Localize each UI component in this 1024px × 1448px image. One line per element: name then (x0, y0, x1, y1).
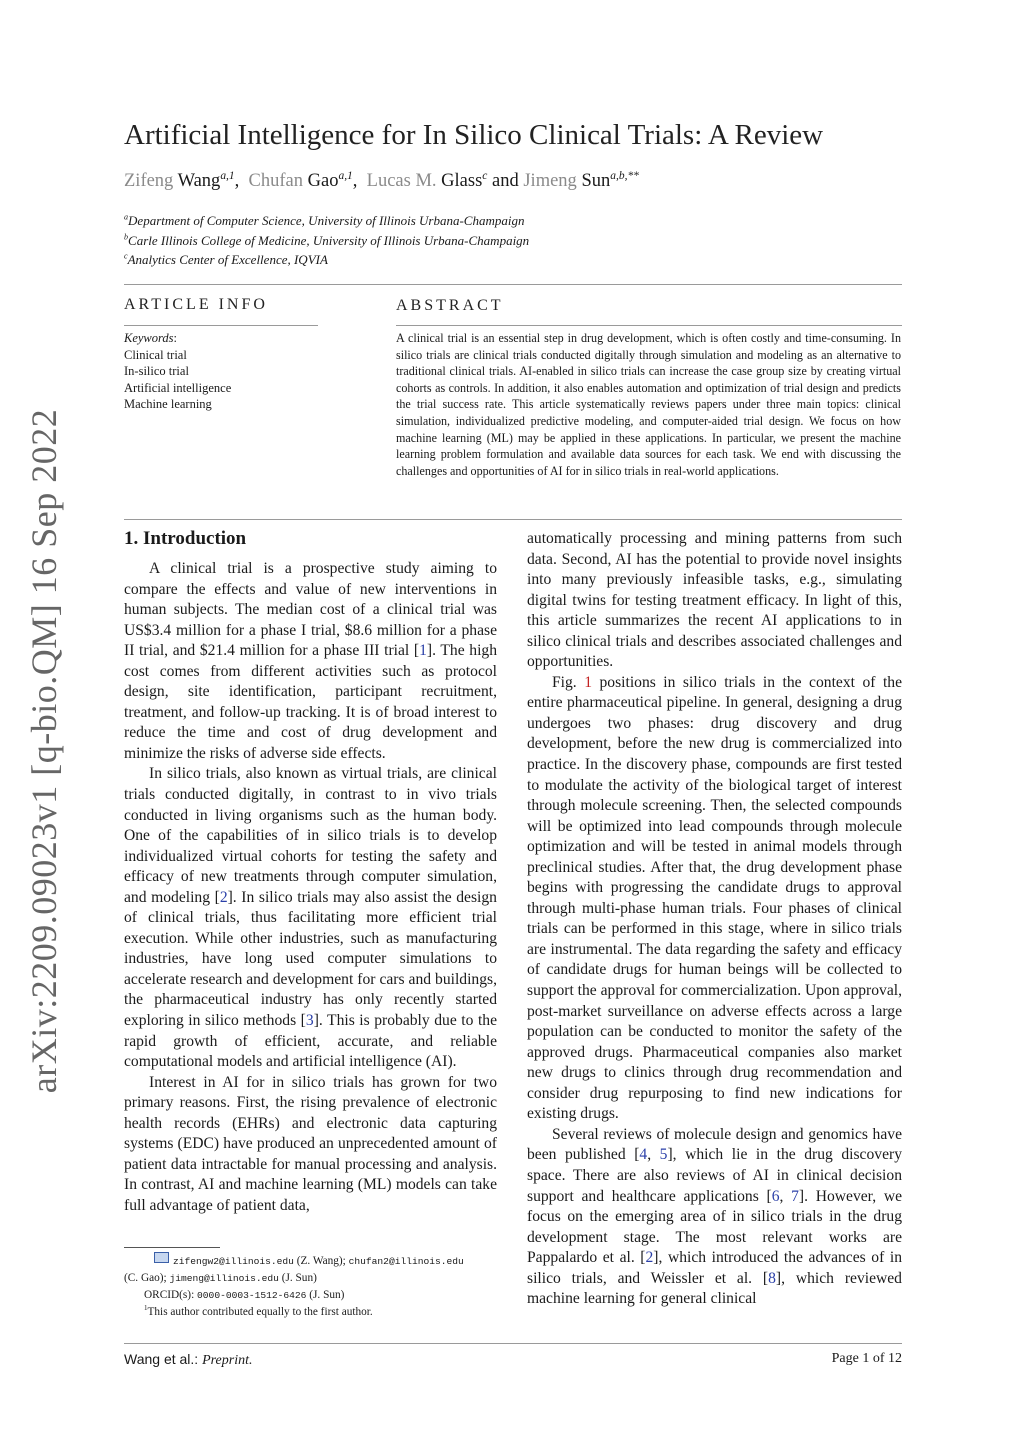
citation-link[interactable]: 4 (639, 1146, 648, 1164)
arxiv-stamp: arXiv:2209.09023v1 [q-bio.QM] 16 Sep 2022 (24, 408, 64, 1094)
affiliation-b: $^b$Carle Illinois College of Medicine, University of Illinois Urbana-Champaign (124, 232, 530, 248)
citation-link[interactable]: 2 (219, 888, 228, 906)
affiliation-c: $^c$Analytics Center of Excellence, IQVIA (124, 251, 328, 267)
envelope-icon (154, 1252, 169, 1263)
divider (124, 284, 902, 285)
paragraph: In silico trials, also known as virtual trials, are clinical trials conducted digitally, in contrast to in vivo trials conducted in living organisms such as the human body. One of the capabilities of in silico trials is to develop individualized virtual cohorts for testing the safety and efficacy of new treatments through computer simulation, and modeling [2]. In silico trials may also assist the design of clinical trials, thus facilitating more efficient trial execution. While other industries, such as manufacturing industries, have long used computer simulations to accelerate research and development for cars and buildings, the pharmaceutical industry has only recently started exploring in silico methods [3]. This is probably due to the rapid growth of efficient, accurate, and reliable computational models and artificial intelligence (AI). (124, 765, 497, 1071)
paragraph: Interest in AI for in silico trials has grown for two primary reasons. First, the rising prevalence of electronic health records (EHRs) and electronic data capturing systems (EDC) have produced an unprecedented amount of patient data intractable for manual processing and analysis. In contrast, AI and machine learning (ML) models can take full advantage of patient data, (124, 1073, 497, 1214)
orcid-link[interactable]: 0000-0003-1512-6426 (197, 1290, 307, 1301)
email-link[interactable]: chufan2@illinois.edu (348, 1256, 464, 1267)
author-1[interactable]: Zifeng Wang$^{a,1}$ (124, 169, 235, 191)
email-link[interactable]: zifengw2@illinois.edu (173, 1256, 294, 1267)
intro-heading: 1. Introduction (124, 528, 247, 549)
author-and: and (492, 171, 519, 191)
divider (124, 325, 318, 326)
article-info-heading: ARTICLE INFO (124, 296, 268, 313)
keywords: Keywords: Clinical trial In-silico trial Artificial intelligence Machine learning (124, 330, 384, 413)
citation-link[interactable]: 6 (771, 1187, 780, 1205)
affiliations (124, 211, 884, 270)
figure-link[interactable]: 1 (584, 673, 592, 691)
keyword: Clinical trial (124, 347, 187, 362)
author-list: Zifeng Wang$^{a,1}$, Chufan Gao$^{a,1}$, Lucas M. Glass$^c$ and Jimeng Sun$^{a,b,**}$ (124, 169, 639, 191)
author-3[interactable]: Lucas M. Glass$^c$ (366, 169, 488, 191)
citation-link[interactable]: 7 (791, 1187, 799, 1205)
footnote-rule (124, 1247, 220, 1248)
footer-divider (124, 1343, 902, 1344)
email-link[interactable]: jimeng@illinois.edu (169, 1273, 279, 1284)
left-column (124, 559, 497, 1217)
keyword: In-silico trial (124, 364, 189, 378)
paragraph: Fig. 1 positions in silico trials in the context of the entire pharmaceutical pipeline. In general, designing a drug undergoes two phases: drug discovery and drug development, before the new drug is commercialized into practice. In the discovery phase, compounds are first tested to modulate the activity of the biological target of interest through molecule screening. Then, the selected compounds will be optimized into lead compounds through molecule optimization and will be tested in animal models through preclinical studies. After that, the drug development phase begins with progressing the candidate drugs to approval through multi-phase human trials. Four phases of clinical trials can be performed in this stage, where in silico trials are instrumental. The data regarding the safety and efficacy of candidate drugs for human beings will be collected to support the approval for commercialization. Upon approval, post-market surveillance on adverse effects across a large population can be conducted to monitor the safety of the approved drugs. Pharmaceutical companies also market new drugs to clinics through drug recommendation and consider drug repurposing to find new indications for existing drugs. (527, 673, 902, 1123)
affiliation-a: $^a$Department of Computer Science, University of Illinois Urbana-Champaign (124, 212, 525, 228)
divider (396, 325, 902, 326)
citation-link[interactable]: 8 (768, 1269, 776, 1287)
citation-link[interactable]: 1 (419, 642, 427, 660)
paper-title: Artificial Intelligence for In Silico Clinical Trials: A Review (124, 119, 824, 151)
citation-link[interactable]: 5 (659, 1146, 668, 1164)
paragraph: A clinical trial is a prospective study aiming to compare the effects and value of new interventions in human subjects. The median cost of a clinical trial was US$3.4 million for a phase I trial, $8.6 million for a phase II trial, and $21.4 million for a phase III trial [1]. The high cost comes from different activities such as protocol design, site identification, participant recruitment, treatment, and follow-up tracking. It is of broad interest to reduce the time and cost of drug development and minimize the risks of adverse side effects. (124, 560, 497, 762)
abstract-text: A clinical trial is an essential step in drug development, which is often costly and time-consuming. In silico trials are clinical trials conducted digitally through simulation and modeling as an alternative to traditional clinical trials. AI-enabled in silico trials can increase the case group size by creating virtual cohorts as controls. In addition, it also enables automation and optimization of trial design and predicts the trial success rate. This article systematically reviews papers under three main topics: clinical simulation, individualized predictive modeling, and computer-aided trial design. We focus on how machine learning (ML) may be applied in these applications. In particular, we present the machine learning problem formulation and available data sources for each task. We end with discussing the challenges and opportunities of AI for in silico trials in real-world applications. (396, 331, 901, 478)
citation-link[interactable]: 2 (645, 1249, 654, 1267)
paragraph: automatically processing and mining patterns from such data. Second, AI has the potential to provide novel insights into many previously infeasible tasks, e.g., simulating digital twins for testing treatment efficacy. In light of this, this article summarizes the recent AI applications to in silico clinical trials and describes associated challenges and opportunities. (527, 530, 902, 671)
abstract-heading: ABSTRACT (396, 297, 504, 314)
citation-link[interactable]: 3 (305, 1012, 314, 1030)
footer-running-head: Wang et al.: Preprint. (124, 1351, 253, 1368)
footnotes: zifengw2@illinois.edu (Z. Wang); chufan2@illinois.edu (C. Gao); jimeng@illinois.edu (J. Sun) ORCID(s): 0000-0003-1512-6426 (J. Sun) $^1$This author contributed equally to the first author. (124, 1252, 504, 1321)
keyword: Artificial intelligence (124, 380, 232, 395)
divider (124, 519, 902, 520)
page-number: Page 1 of 12 (831, 1351, 902, 1366)
paragraph: Several reviews of molecule design and genomics have been published [4, 5], which lie in the drug discovery space. There are also reviews of AI in clinical decision support and healthcare applications [6, 7]. However, we focus on the emerging area of in silico trials in the drug development stage. The most relevant works are Pappalardo et al. [2], which introduced the advances of in silico trials, and Weissler et al. [8], which reviewed machine learning for general clinical (527, 1125, 903, 1308)
right-column (527, 529, 902, 1310)
author-4[interactable]: Jimeng Sun$^{a,b,**}$ (523, 169, 639, 191)
keyword: Machine learning (124, 397, 212, 411)
author-2[interactable]: Chufan Gao$^{a,1}$ (248, 169, 353, 191)
